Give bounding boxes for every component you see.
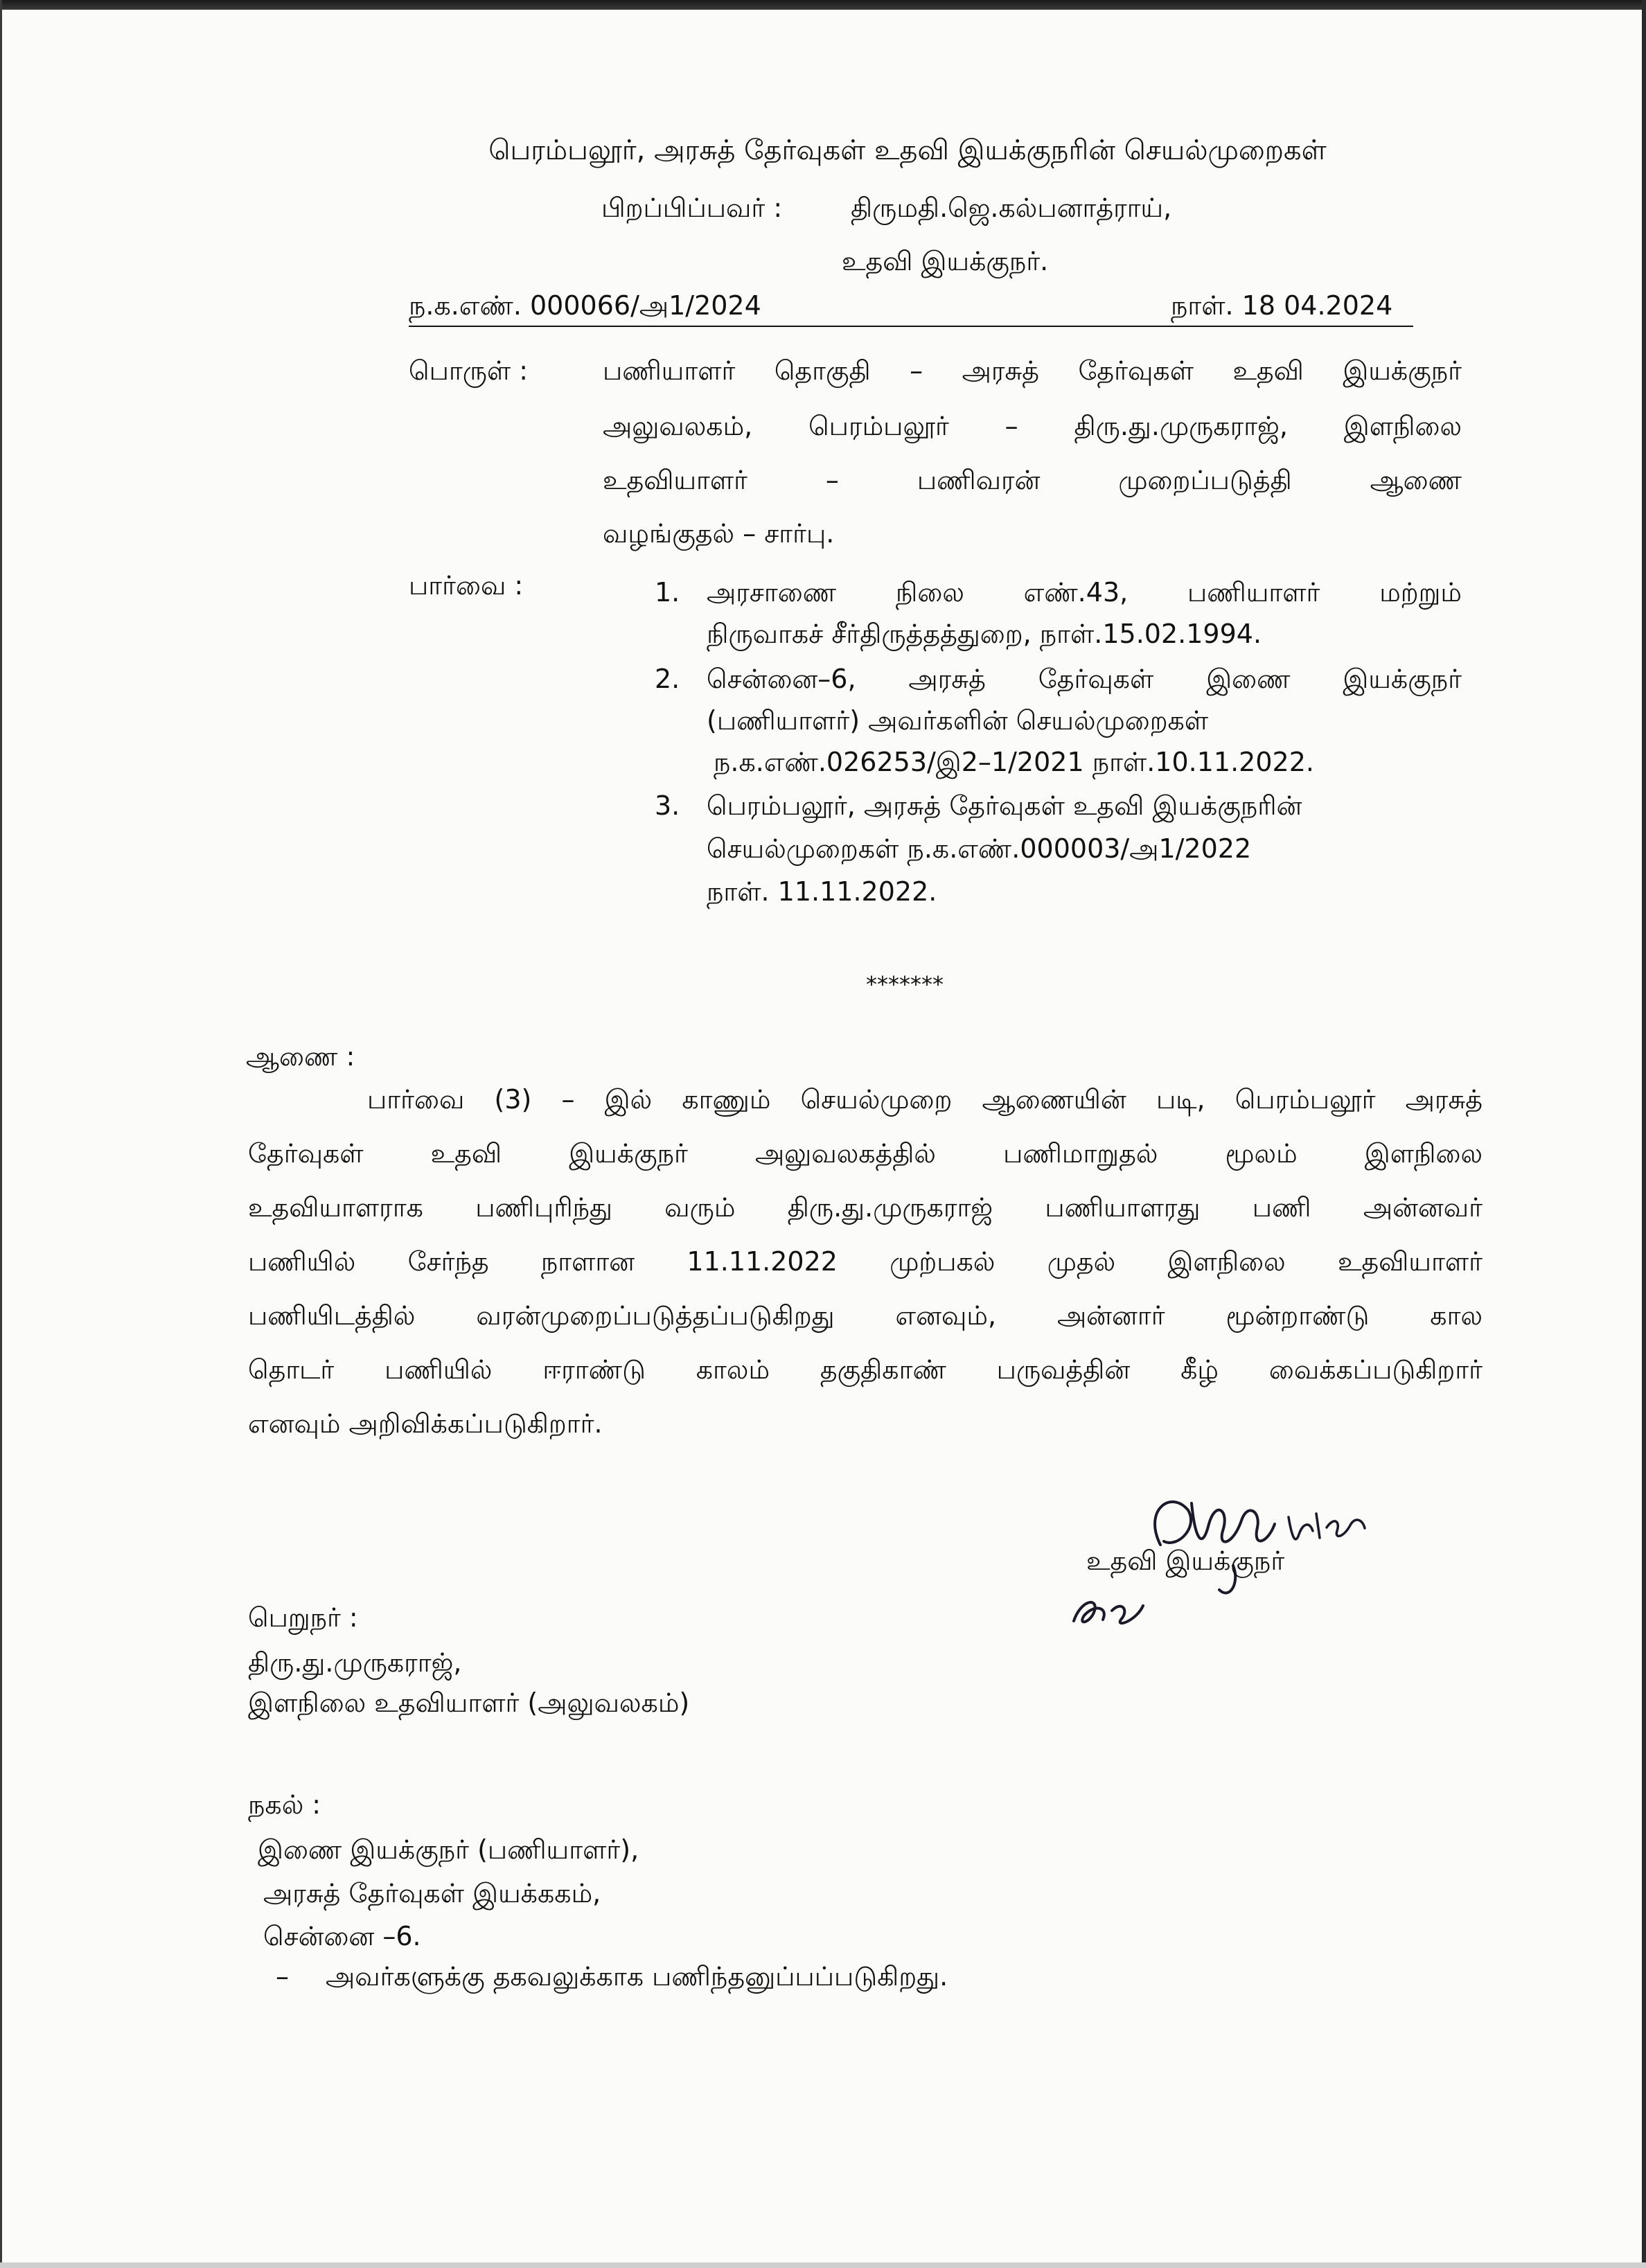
order-paragraph-line: உதவியாளராக பணிபுரிந்து வரும் திரு.து.முருகராஜ் பணியாளரது பணி அன்னவர் bbox=[248, 1192, 1483, 1223]
reference-number: ந.க.எண். 000066/அ1/2024 bbox=[409, 290, 761, 321]
reference-item-line: நாள். 11.11.2022. bbox=[707, 876, 937, 907]
recipient-label: பெறுநர் : bbox=[248, 1602, 358, 1633]
order-paragraph-line: எனவும் அறிவிக்கப்படுகிறார். bbox=[248, 1408, 603, 1439]
copy-dash: – bbox=[276, 1961, 289, 1992]
reference-item-line: சென்னை–6, அரசுத் தேர்வுகள் இணை இயக்குநர் bbox=[707, 664, 1462, 694]
reference-item-number: 3. bbox=[655, 790, 680, 821]
reference-item-line: செயல்முறைகள் ந.க.எண்.000003/அ1/2022 bbox=[707, 833, 1252, 864]
recipient-designation: இளநிலை உதவியாளர் (அலுவலகம்) bbox=[248, 1687, 690, 1718]
reference-item-line: ந.க.எண்.026253/இ2–1/2021 நாள்.10.11.2022. bbox=[714, 747, 1314, 777]
order-paragraph-line: பணியிடத்தில் வரன்முறைப்படுத்தப்படுகிறது எனவும், அன்னார் மூன்றாண்டு கால bbox=[248, 1300, 1483, 1331]
copy-line: அரசுத் தேர்வுகள் இயக்ககம், bbox=[263, 1878, 601, 1908]
reference-item-number: 1. bbox=[655, 577, 680, 608]
order-paragraph-line: தொடர் பணியில் ஈராண்டு காலம் தகுதிகாண் பருவத்தின் கீழ் வைக்கப்படுகிறார் bbox=[248, 1354, 1483, 1385]
copy-line: இணை இயக்குநர் (பணியாளர்), bbox=[258, 1834, 639, 1865]
recipient-name: திரு.து.முருகராஜ், bbox=[248, 1647, 462, 1678]
subject-line: வழங்குதல் – சார்பு. bbox=[603, 518, 835, 549]
subject-line: பணியாளர் தொகுதி – அரசுத் தேர்வுகள் உதவி இயக்குநர் bbox=[603, 355, 1462, 386]
references-label: பார்வை : bbox=[409, 570, 524, 601]
signatory-title: உதவி இயக்குநர் bbox=[1086, 1545, 1285, 1576]
copy-label: நகல் : bbox=[248, 1789, 321, 1820]
separator-stars: ******* bbox=[866, 971, 944, 998]
issuer-label: பிறப்பிப்பவர் : bbox=[601, 193, 783, 223]
subject-line: அலுவலகம், பெரம்பலூர் – திரு.து.முருகராஜ், இளநிலை bbox=[603, 411, 1462, 441]
reference-item-line: பெரம்பலூர், அரசுத் தேர்வுகள் உதவி இயக்குநரின் bbox=[707, 790, 1302, 821]
issuer-name: திருமதி.ஜெ.கல்பனாத்ராய், bbox=[851, 193, 1172, 223]
copy-line: சென்னை –6. bbox=[263, 1921, 421, 1951]
order-paragraph-line: பார்வை (3) – இல் காணும் செயல்முறை ஆணையின் படி, பெரம்பலூர் அரசுத் bbox=[367, 1084, 1483, 1115]
issuer-title: உதவி இயக்குநர். bbox=[842, 246, 1049, 276]
reference-item-line: நிருவாகச் சீர்திருத்தத்துறை, நாள்.15.02.1994. bbox=[707, 619, 1262, 649]
reference-item-number: 2. bbox=[655, 664, 680, 694]
subject-line: உதவியாளர் – பணிவரன் முறைப்படுத்தி ஆணை bbox=[603, 465, 1462, 495]
order-paragraph-line: பணியில் சேர்ந்த நாளான 11.11.2022 முற்பகல் முதல் இளநிலை உதவியாளர் bbox=[248, 1246, 1483, 1277]
order-paragraph-line: தேர்வுகள் உதவி இயக்குநர் அலுவலகத்தில் பணிமாறுதல் மூலம் இளநிலை bbox=[248, 1138, 1483, 1169]
reference-item-line: அரசாணை நிலை எண்.43, பணியாளர் மற்றும் bbox=[707, 577, 1462, 608]
subject-label: பொருள் : bbox=[409, 355, 529, 386]
reference-item-line: (பணியாளர்) அவர்களின் செயல்முறைகள் bbox=[707, 705, 1209, 736]
order-date: நாள். 18 04.2024 bbox=[1171, 290, 1393, 321]
copy-note: அவர்களுக்கு தகவலுக்காக பணிந்தனுப்பப்படுகிறது. bbox=[326, 1961, 948, 1992]
order-label: ஆணை : bbox=[246, 1041, 355, 1072]
header-title: பெரம்பலூர், அரசுத் தேர்வுகள் உதவி இயக்குநரின் செயல்முறைகள் bbox=[488, 134, 1327, 166]
